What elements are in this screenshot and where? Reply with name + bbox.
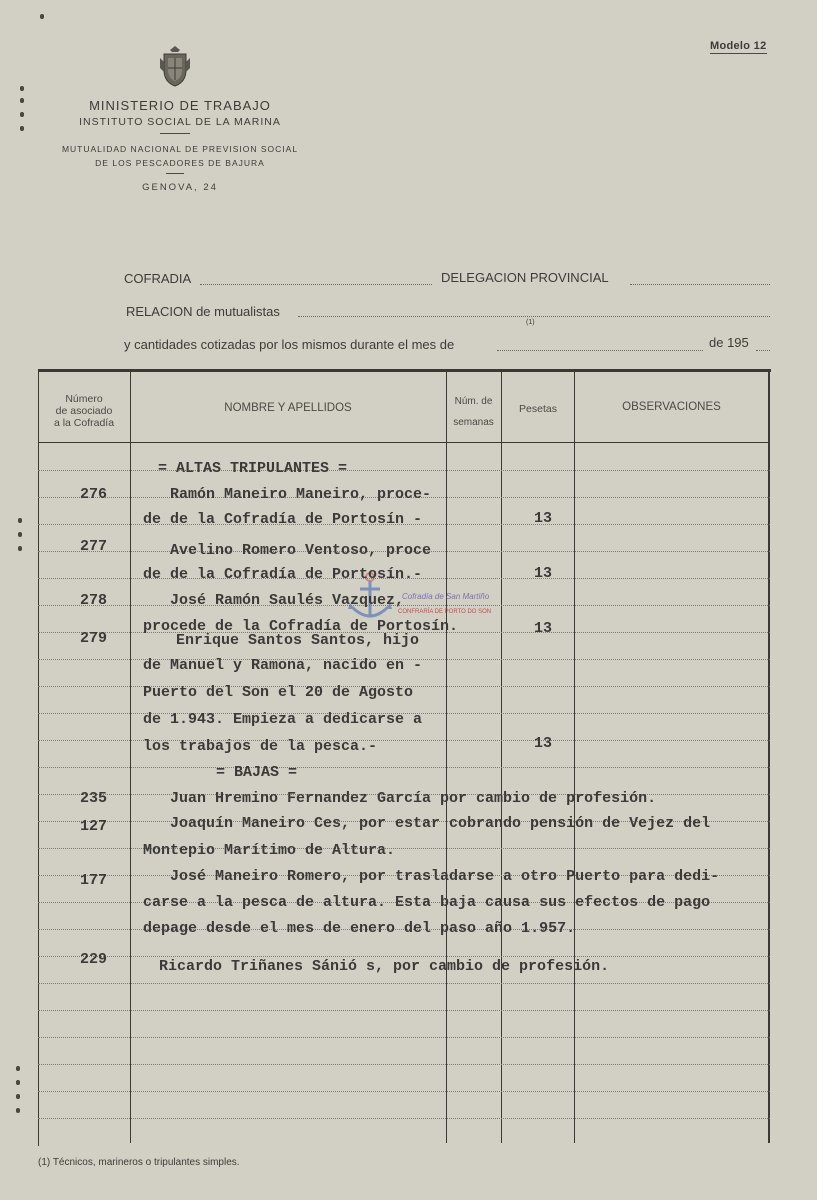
institute-title: INSTITUTO SOCIAL DE LA MARINA — [79, 116, 281, 128]
stamp-name: Cofradía de San Martiño — [402, 592, 490, 601]
delegacion-label: DELEGACION PROVINCIAL — [441, 270, 609, 285]
entry-line: Avelino Romero Ventoso, proce — [170, 542, 432, 559]
year-label: de 195 — [709, 335, 749, 350]
entry-line: de Manuel y Ramona, nacido en - — [143, 657, 423, 674]
cantidades-label: y cantidades cotizadas por los mismos durante el mes de — [124, 337, 455, 352]
header-observaciones: OBSERVACIONES — [622, 401, 721, 413]
section-bajas: = BAJAS = — [216, 764, 298, 781]
cofradia-field[interactable] — [200, 284, 432, 285]
entry-line: Montepio Marítimo de Altura. — [143, 842, 396, 859]
entry-line: de de la Cofradía de Portosín.- — [143, 566, 423, 583]
entry-line: José Ramón Saulés Vazquez, — [170, 592, 405, 609]
address: GENOVA, 24 — [142, 182, 218, 193]
note-marker: (1) — [526, 319, 535, 326]
pesetas-value: 13 — [534, 735, 553, 752]
stamp-subtitle: CONFRARÍA DE PORTO DO SON — [398, 609, 492, 615]
pesetas-value: 13 — [534, 620, 553, 637]
entry-line: carse a la pesca de altura. Esta baja causa sus efectos de pago — [143, 894, 711, 911]
entry-line: Joaquín Maneiro Ces, por estar cobrando pensión de Vejez del — [170, 815, 711, 832]
footnote: (1) Técnicos, marineros o tripulantes simples. — [38, 1157, 240, 1168]
header-semanas: Núm. de semanas — [453, 396, 494, 428]
delegacion-field[interactable] — [630, 284, 770, 285]
relacion-field[interactable] — [298, 316, 770, 317]
member-number: 235 — [80, 790, 108, 807]
member-number: 276 — [80, 486, 108, 503]
entry-line: Ramón Maneiro Maneiro, proce- — [170, 486, 432, 503]
entry-line: José Maneiro Romero, por trasladarse a otro Puerto para dedi- — [170, 868, 720, 885]
header-pesetas: Pesetas — [519, 403, 557, 415]
cofradia-label: COFRADIA — [124, 271, 192, 286]
member-number: 229 — [80, 951, 108, 968]
mutual-title-line2: DE LOS PESCADORES DE BAJURA — [95, 158, 265, 168]
section-altas: = ALTAS TRIPULANTES = — [158, 460, 348, 477]
entry-line: los trabajos de la pesca.- — [143, 738, 378, 755]
member-number: 279 — [80, 630, 108, 647]
entry-line: procede de la Cofradía de Portosín. — [143, 618, 459, 635]
header-nombre: NOMBRE Y APELLIDOS — [224, 402, 352, 414]
member-number: 277 — [80, 538, 108, 555]
header-numero: Número de asociado a la Cofradía — [53, 393, 115, 429]
entry-line: Juan Hremino Fernandez García por cambio de profesión. — [170, 790, 657, 807]
model-number: Modelo 12 — [710, 40, 767, 52]
pesetas-value: 13 — [534, 565, 553, 582]
entry-line: Enrique Santos Santos, hijo — [176, 632, 420, 649]
member-number: 177 — [80, 872, 108, 889]
relacion-label: RELACION de mutualistas — [126, 304, 280, 319]
pesetas-value: 13 — [534, 510, 553, 527]
mutual-title-line1: MUTUALIDAD NACIONAL DE PREVISION SOCIAL — [61, 144, 299, 154]
entry-line: Puerto del Son el 20 de Agosto — [143, 684, 414, 701]
year-field[interactable] — [756, 350, 770, 351]
coat-of-arms-icon — [158, 44, 192, 88]
month-field[interactable] — [497, 350, 703, 351]
entry-line: de de la Cofradía de Portosín - — [143, 511, 423, 528]
entry-line: de 1.943. Empieza a dedicarse a — [143, 711, 423, 728]
entry-line: Ricardo Triñanes Sánió s, por cambio de profesión. — [159, 958, 610, 975]
member-number: 278 — [80, 592, 108, 609]
entry-line: depage desde el mes de enero del paso año 1.957. — [143, 920, 576, 937]
ministry-title: MINISTERIO DE TRABAJO — [89, 98, 271, 113]
member-number: 127 — [80, 818, 108, 835]
